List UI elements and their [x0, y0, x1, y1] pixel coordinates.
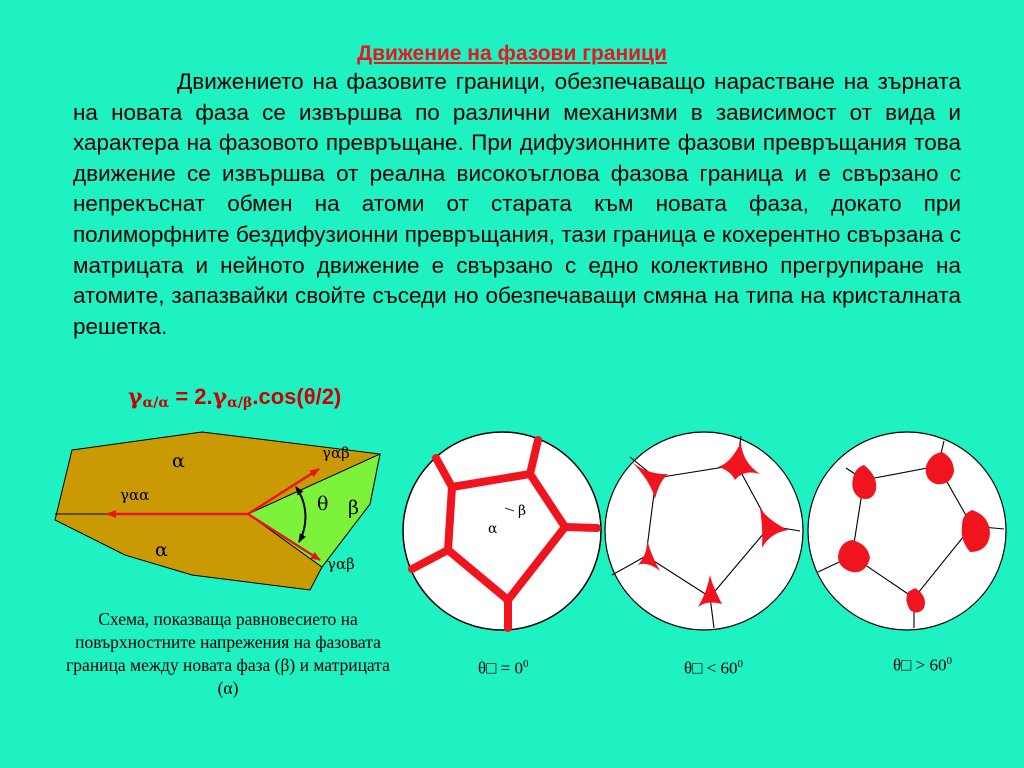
- microstructure-circle-1: [403, 432, 601, 630]
- label-beta: β: [348, 497, 359, 519]
- label-theta: θ: [317, 493, 329, 515]
- formula-rhs-subscript: α/β: [227, 395, 253, 411]
- circle1-beta: β: [518, 503, 527, 519]
- label-gamma-ab-top: γαβ: [322, 444, 350, 462]
- circle1-alpha: α: [488, 521, 498, 537]
- formula-tail: .cos(θ/2): [252, 384, 342, 409]
- formula-gamma-lhs: γ: [128, 384, 143, 410]
- formula-lhs-subscript: α/α: [142, 395, 170, 411]
- label-gamma-ab-bottom: γαβ: [327, 555, 355, 573]
- scheme-caption: Схема, показваща равновесието на повърхностните напрежения на фазовата граница между новата фаза (β) и матрицата (α): [66, 609, 390, 698]
- label-alpha-bottom: α: [155, 539, 168, 561]
- body-paragraph: Движението на фазовите граници, обезпечаващо нарастване на зърната на новата фаза се извършва по различни механизми в зависимост от вида и характера на фазовото превръщане. При дифузионните фазови превръщания това движение се извършва от реална високоъглова фазова граница и е свързано с непрекъснат обмен на атоми от старата към новата фаза, докато при полиморфните бездифузионни превръщания, тази граница е кохерентно свързана с матрицата и нейното движение е свързано с едно колективно прегрупиране на атомите, запазвайки свойте съседи но обезпечаващи смяна на типа на кристалната решетка.: [73, 69, 961, 339]
- label-gamma-aa: γαα: [120, 486, 150, 504]
- microstructure-circle-3: [808, 432, 1006, 630]
- slide-title: Движение на фазови граници: [357, 42, 667, 65]
- circle3-label: θ□ > $60^0$: [893, 655, 952, 675]
- circle1-label: θ□ = $0^0$: [478, 658, 529, 678]
- formula-gamma-rhs: γ: [212, 384, 228, 410]
- microstructure-circle-2: [605, 432, 803, 630]
- formula-middle: = 2.: [169, 384, 213, 409]
- label-alpha-top: α: [172, 450, 185, 472]
- circle2-label: θ□ < $60^0$: [684, 658, 743, 678]
